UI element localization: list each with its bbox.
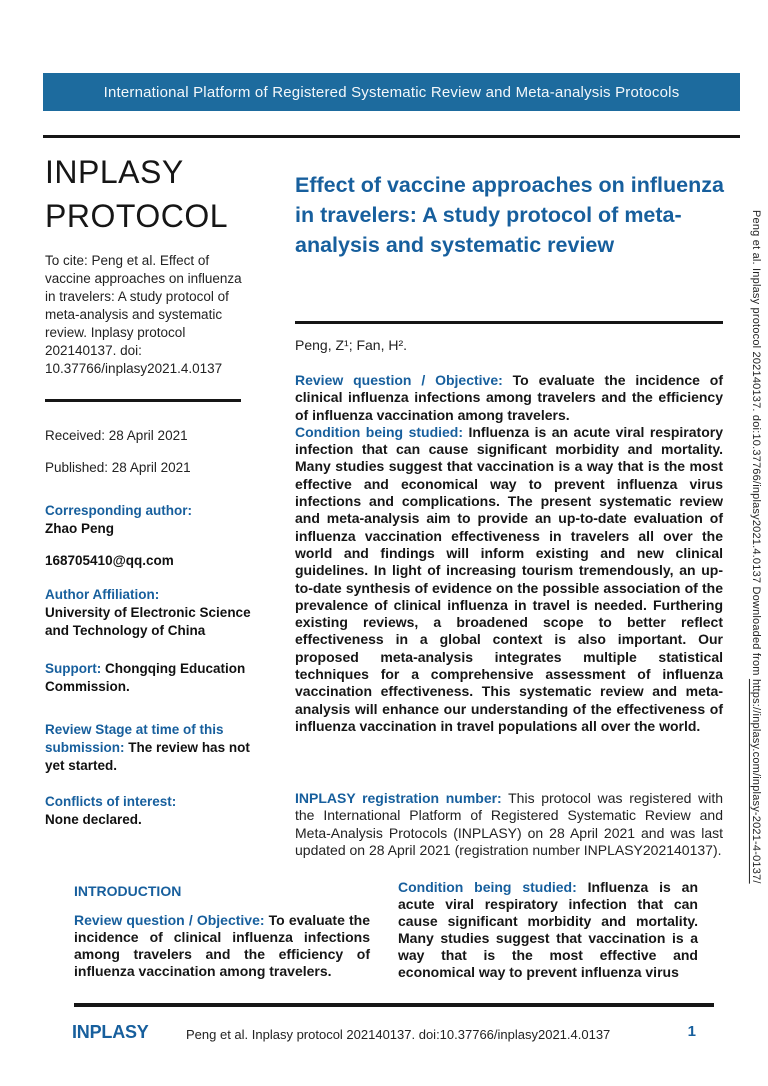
journal-banner — [43, 73, 740, 111]
registration-paragraph — [295, 790, 723, 859]
corresponding-author-name: Zhao Peng — [45, 521, 115, 536]
review-question-paragraph — [295, 372, 723, 424]
conflicts-text: None declared. — [45, 812, 142, 827]
condition-paragraph — [295, 424, 723, 735]
article-title: Effect of vaccine approaches on influenza in travelers: A study protocol of meta-analysis and systematic review — [295, 173, 724, 257]
review-question-text: To evaluate the incidence of clinical influenza infections among travelers and the efficiency of influenza vaccination among travelers. — [295, 372, 724, 423]
title-divider — [295, 321, 723, 324]
side-margin-citation — [744, 210, 762, 980]
introduction-column-right — [398, 879, 698, 981]
article-authors: Peng, Z¹; Fan, H². — [295, 337, 408, 353]
side-margin-url-link[interactable]: https://inplasy.com/inplasy-2021-4-0137/ — [750, 678, 762, 884]
review-stage-text: The review has not yet started. — [45, 740, 250, 773]
published-date: Published: 28 April 2021 — [45, 460, 191, 475]
corresponding-author-label: Corresponding author: — [45, 503, 192, 518]
support-text: Chongqing Education Commission. — [45, 661, 246, 694]
journal-banner-text: International Platform of Registered Systematic Review and Meta-analysis Protocols — [103, 83, 680, 101]
introduction-condition-label: Condition being studied: — [398, 879, 577, 895]
condition-text: Influenza is an acute viral respiratory infection that can cause significant morbidity and mortality. Many studies suggest that vaccination is a way that is the most effective and economical way to prevent influenza virus infections and complications. The present systematic review and meta-analysis aim to provide an up-to-date evaluation of influenza vaccination effectiveness in travelers all over the world and findings will inform existing and new clinical guidelines. In light of increasing tourism tremendously, an up-to-date synthesis of evidence on the possible association of the prevalence of clinical influenza in travel is needed. Furthering existing reviews, a broadened scope to better reflect effectiveness in a global context is also important. Our proposed meta-analysis integrates multiple statistical techniques for a comprehensive assessment of influenza vaccination effectiveness. This systematic review and meta-analysis will enhance our understanding of the effectiveness of influenza vaccination in travel populations all over the world. — [295, 423, 723, 734]
corresponding-author-email[interactable]: 168705410@qq.com — [45, 553, 174, 568]
introduction-condition-text: Influenza is an acute viral respiratory infection that can cause significant morbidity and mortality. Many studies suggest that vaccination is a way that is the most effective and economical way to prevent influenza virus — [398, 879, 698, 980]
introduction-review-question-paragraph — [74, 912, 370, 980]
left-column-divider — [45, 399, 241, 402]
header-divider — [43, 135, 740, 138]
corresponding-author-block — [45, 502, 251, 538]
author-affiliation-block — [45, 586, 251, 640]
wordmark-line2: PROTOCOL — [45, 198, 228, 234]
introduction-heading: INTRODUCTION — [74, 883, 182, 899]
introduction-column-left — [74, 883, 370, 980]
registration-label: INPLASY registration number: — [295, 790, 502, 806]
author-affiliation-text: University of Electronic Science and Technology of China — [45, 605, 251, 638]
condition-label: Condition being studied: — [295, 423, 464, 440]
review-stage-label: Review Stage at time of this submission: — [45, 722, 224, 755]
support-label: Support: — [45, 661, 102, 676]
abstract-block — [295, 372, 723, 735]
support-block — [45, 660, 251, 696]
introduction-condition-paragraph — [398, 879, 698, 981]
footer-divider — [74, 1003, 714, 1007]
author-affiliation-label: Author Affiliation: — [45, 587, 160, 602]
review-stage-block — [45, 721, 251, 775]
to-cite-paragraph: To cite: Peng et al. Effect of vaccine approaches on influenza in travelers: A study protocol of meta-analysis and systematic review. Inplasy protocol 202140137. doi: 10.37766/inplasy2021.4.0137 — [45, 253, 242, 376]
footer-citation: Peng et al. Inplasy protocol 202140137. doi:10.37766/inplasy2021.4.0137 — [186, 1027, 611, 1042]
review-question-label: Review question / Objective: — [295, 372, 503, 388]
conflicts-block — [45, 793, 251, 829]
side-margin-text: Peng et al. Inplasy protocol 202140137. doi:10.37766/inplasy2021.4.0137 Downloaded from — [750, 210, 762, 679]
page-number: 1 — [687, 1023, 696, 1040]
conflicts-label: Conflicts of interest: — [45, 794, 177, 809]
introduction-review-question-text: To evaluate the incidence of clinical influenza infections among travelers and the efficiency of influenza vaccination among travelers. — [74, 912, 370, 979]
introduction-review-question-label: Review question / Objective: — [74, 912, 265, 928]
received-date: Received: 28 April 2021 — [45, 428, 188, 443]
wordmark-line1: INPLASY — [45, 154, 184, 190]
inplasy-protocol-wordmark — [45, 150, 275, 238]
registration-text: This protocol was registered with the International Platform of Registered Systematic Review and Meta-Analysis Protocols (INPLASY) on 28 April 2021 and was last updated on 28 April 2021 (registration number INPLASY202140137). — [295, 790, 723, 858]
footer-wordmark: INPLASY — [72, 1022, 149, 1042]
